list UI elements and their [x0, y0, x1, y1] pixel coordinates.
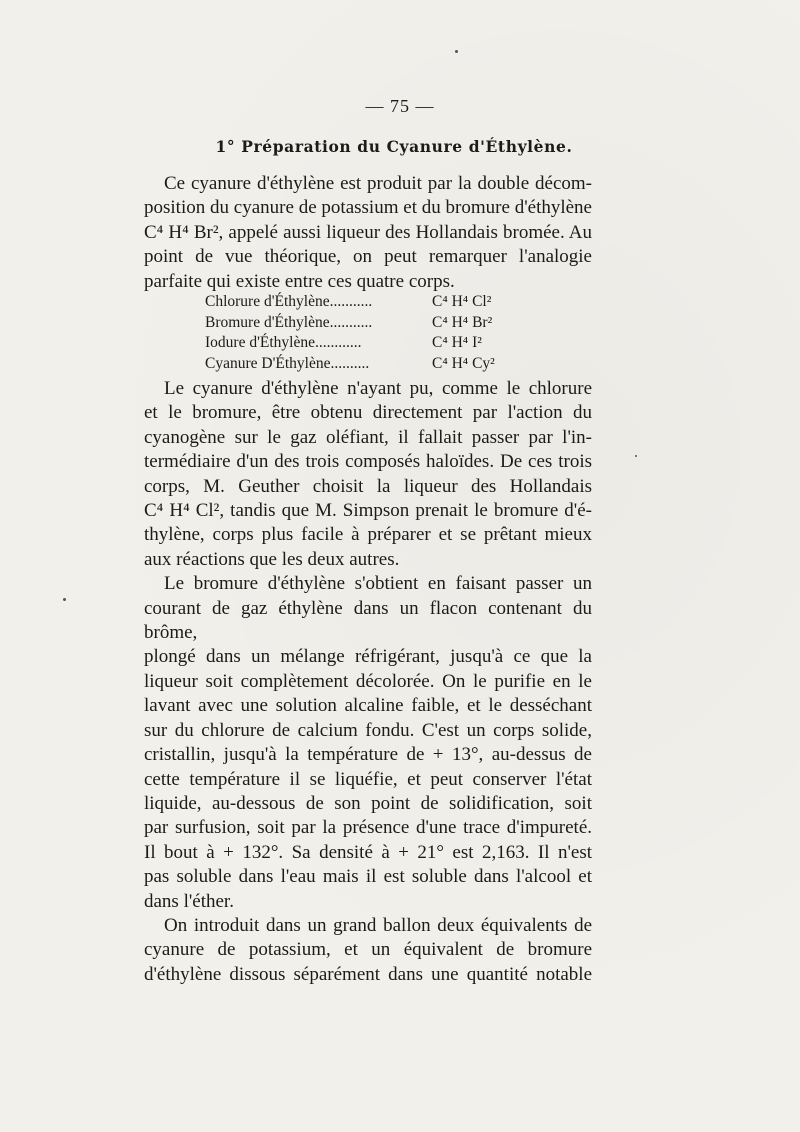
text-line: On introduit dans un grand ballon deux équivalents de: [164, 914, 592, 936]
paper-speck: [635, 455, 637, 457]
text-line: point de vue théorique, on peut remarquer l'analogie: [144, 246, 592, 268]
text-line: courant de gaz éthylène dans un flacon contenant du brôme,: [144, 597, 592, 644]
text-line: pas soluble dans l'eau mais il est soluble dans l'alcool et: [144, 866, 592, 888]
compound-row: [205, 354, 605, 375]
compounds-table: [205, 292, 605, 374]
text-line: et le bromure, être obtenu directement par l'action du: [144, 402, 592, 424]
text-line: lavant avec une solution alcaline faible, et le desséchant: [144, 695, 592, 717]
section-heading: 1° Préparation du Cyanure d'Éthylène.: [215, 137, 573, 156]
text-line: cyanogène sur le gaz oléfiant, il fallait passer par l'in-: [144, 426, 592, 448]
paper-speck: [63, 598, 66, 601]
text-line: Ce cyanure d'éthylène est produit par la double décom-: [164, 173, 592, 194]
text-line: cette température il se liquéfie, et peut conserver l'état: [144, 768, 592, 790]
text-line: Il bout à + 132°. Sa densité à + 21° est 2,163. Il n'est: [144, 841, 592, 863]
compound-name: Cyanure D'Éthylène..........: [205, 354, 370, 372]
text-line: thylène, corps plus facile à préparer et se prêtant mieux: [144, 524, 592, 546]
page-number: — 75 —: [365, 96, 435, 116]
text-line: termédiaire d'un des trois composés haloïdes. De ces trois: [144, 451, 592, 473]
text-line: dans l'éther.: [144, 890, 234, 912]
compound-row: [205, 313, 605, 334]
compound-name: Chlorure d'Éthylène...........: [205, 293, 373, 310]
compound-formula: C⁴ H⁴ Cy²: [432, 354, 495, 372]
paper-speck: [455, 50, 458, 53]
text-line: cristallin, jusqu'à la température de + 13°, au-dessus de: [144, 744, 592, 766]
text-line: Le bromure d'éthylène s'obtient en faisant passer un: [164, 573, 592, 595]
text-line: cyanure de potassium, et un équivalent de bromure: [144, 939, 592, 961]
text-line: C⁴ H⁴ Br², appelé aussi liqueur des Hollandais bromée. Au: [144, 221, 592, 243]
body-text: [144, 377, 592, 987]
text-line: corps, M. Geuther choisit la liqueur des Hollandais: [144, 475, 592, 497]
compound-name: Bromure d'Éthylène...........: [205, 313, 373, 331]
compound-formula: C⁴ H⁴ Cl²: [432, 293, 492, 310]
text-line: d'éthylène dissous séparément dans une quantité notable: [144, 963, 592, 985]
text-line: sur du chlorure de calcium fondu. C'est un corps solide,: [144, 719, 592, 741]
compound-formula: C⁴ H⁴ Br²: [432, 313, 493, 331]
text-line: Le cyanure d'éthylène n'ayant pu, comme le chlorure: [164, 378, 592, 399]
compound-formula: C⁴ H⁴ I²: [432, 334, 482, 351]
text-line: liquide, au-dessous de son point de solidification, soit: [144, 792, 592, 814]
compound-name: Iodure d'Éthylène............: [205, 334, 362, 351]
text-line: parfaite qui existe entre ces quatre corps.: [144, 270, 455, 292]
text-line: par surfusion, soit par la présence d'une trace d'impureté.: [144, 817, 592, 839]
text-line: aux réactions que les deux autres.: [144, 548, 400, 570]
compound-row: [205, 333, 605, 354]
paragraph-intro: [144, 172, 592, 294]
text-line: position du cyanure de potassium et du bromure d'éthylène: [144, 197, 592, 219]
text-line: plongé dans un mélange réfrigérant, jusqu'à ce que la: [144, 646, 592, 668]
text-line: liqueur soit complètement décolorée. On le purifie en le: [144, 670, 592, 692]
text-line: C⁴ H⁴ Cl², tandis que M. Simpson prenait le bromure d'é-: [144, 500, 592, 522]
compound-row: [205, 292, 605, 313]
